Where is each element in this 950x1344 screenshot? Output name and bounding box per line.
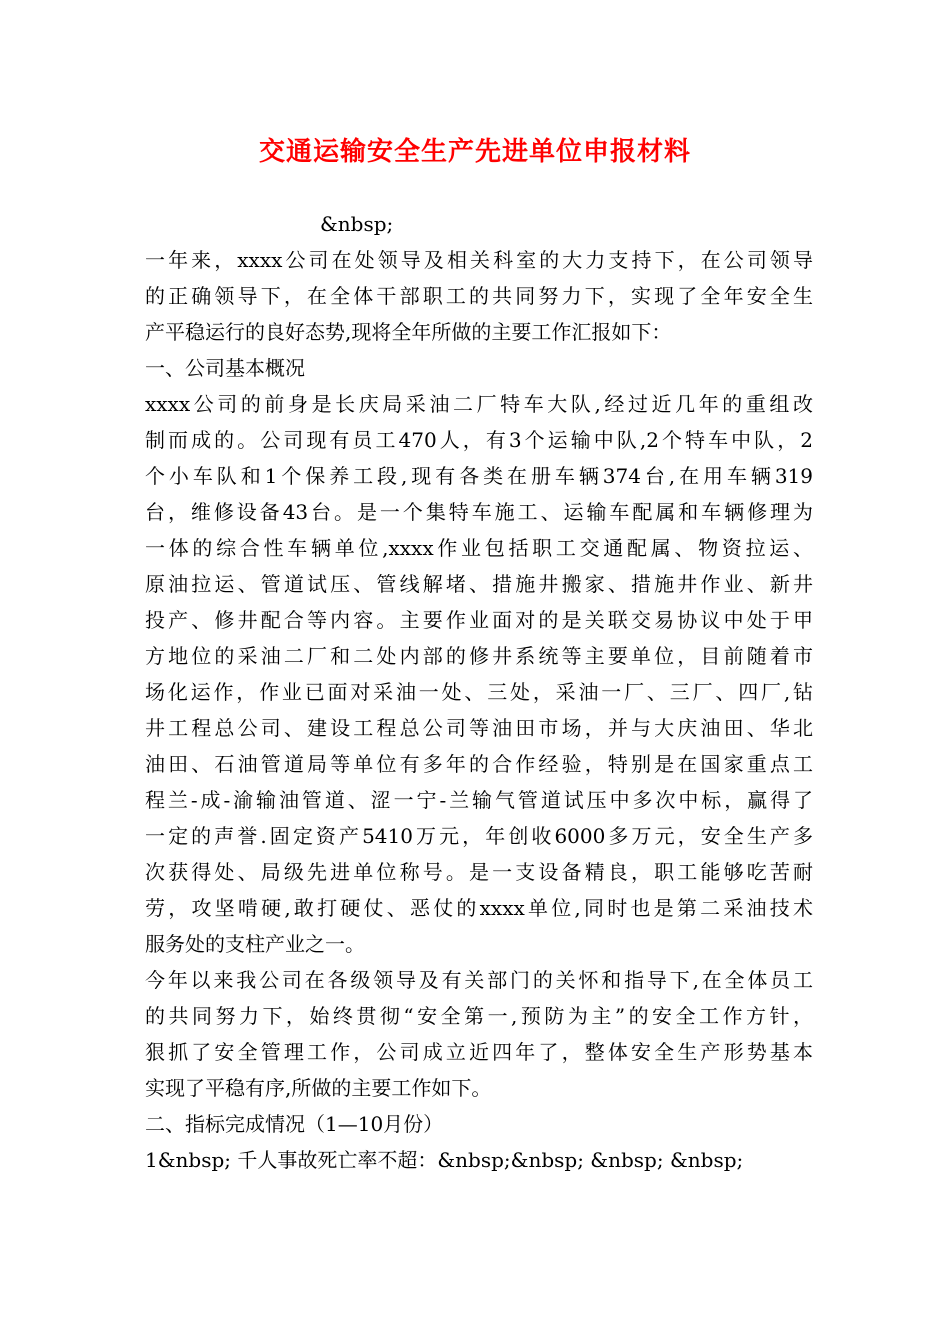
text-line: 台，维修设备43台。是一个集特车施工、运输车配属和车辆修理为	[145, 500, 813, 524]
document-title: 交通运输安全生产先进单位申报材料	[258, 137, 691, 167]
document-body	[145, 206, 813, 1178]
text-line: 的正确领导下，在全体干部职工的共同努力下，实现了全年安全生	[145, 284, 813, 308]
text-line: 服务处的支柱产业之一。	[145, 932, 365, 956]
text-line: &nbsp;	[320, 212, 394, 236]
text-line: 制而成的。公司现有员工470人，有3个运输中队,2个特车中队，2	[145, 428, 813, 452]
text-line: 的共同努力下，始终贯彻“安全第一,预防为主”的安全工作方针，	[145, 1004, 813, 1028]
text-line: 场化运作，作业已面对采油一处、三处，采油一厂、三厂、四厂,钻	[145, 680, 813, 704]
text-line: xxxx公司的前身是长庆局采油二厂特车大队,经过近几年的重组改	[145, 392, 813, 416]
text-line: 投产、修井配合等内容。主要作业面对的是关联交易协议中处于甲	[145, 608, 813, 632]
text-line: 1&nbsp; 千人事故死亡率不超：&nbsp;&nbsp; &nbsp; &nbsp;	[145, 1148, 744, 1172]
text-line: 一年来，xxxx公司在处领导及相关科室的大力支持下，在公司领导	[145, 248, 813, 272]
text-line: 程兰-成-渝输油管道、涩一宁-兰输气管道试压中多次中标，赢得了	[145, 788, 813, 812]
text-line: 油田、石油管道局等单位有多年的合作经验，特别是在国家重点工	[145, 752, 813, 776]
text-line: 产平稳运行的良好态势,现将全年所做的主要工作汇报如下：	[145, 320, 672, 344]
text-line: 一、公司基本概况	[145, 356, 305, 380]
text-line: 方地位的采油二厂和二处内部的修井系统等主要单位，目前随着市	[145, 644, 813, 668]
text-line: 原油拉运、管道试压、管线解堵、措施井搬家、措施井作业、新井	[145, 572, 813, 596]
text-line: 次获得处、局级先进单位称号。是一支设备精良，职工能够吃苦耐	[145, 860, 813, 884]
text-line: 一定的声誉.固定资产5410万元，年创收6000多万元，安全生产多	[145, 824, 813, 848]
text-line: 二、指标完成情况（1—10月份）	[145, 1112, 444, 1136]
text-line: 实现了平稳有序,所做的主要工作如下。	[145, 1076, 492, 1100]
text-line: 一体的综合性车辆单位,xxxx作业包括职工交通配属、物资拉运、	[145, 536, 813, 560]
text-line: 狠抓了安全管理工作，公司成立近四年了，整体安全生产形势基本	[145, 1040, 813, 1064]
text-line: 今年以来我公司在各级领导及有关部门的关怀和指导下,在全体员工	[145, 968, 813, 992]
text-line: 个小车队和1个保养工段,现有各类在册车辆374台,在用车辆319	[145, 464, 813, 488]
text-line: 井工程总公司、建设工程总公司等油田市场，并与大庆油田、华北	[145, 716, 813, 740]
text-line: 劳，攻坚啃硬,敢打硬仗、恶仗的xxxx单位,同时也是第二采油技术	[145, 896, 813, 920]
